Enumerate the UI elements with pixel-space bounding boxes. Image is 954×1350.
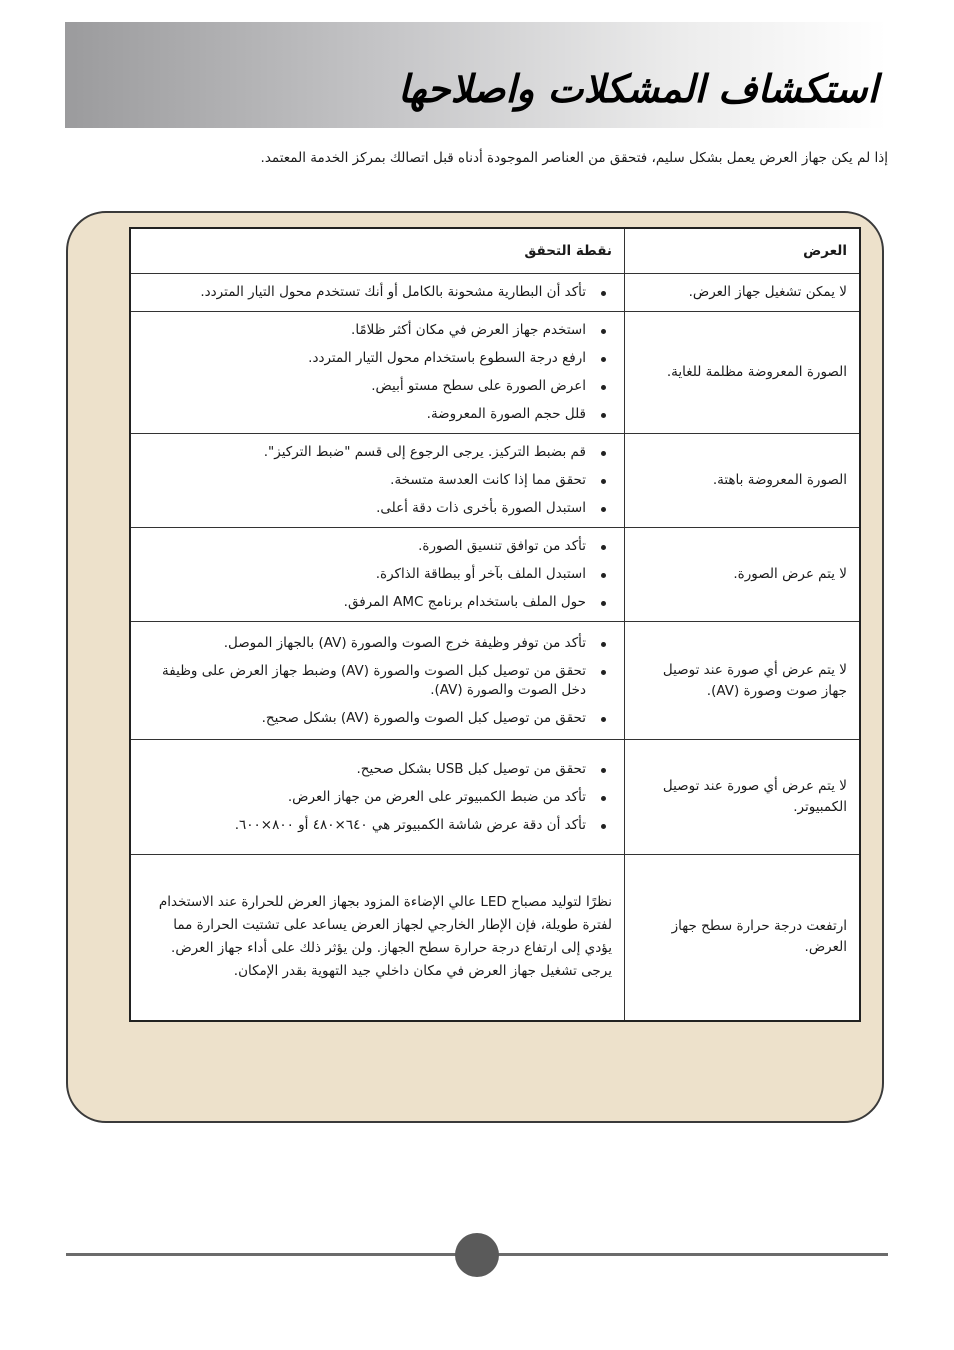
check-item: تأكد من ضبط الكمبيوتر على العرض من جهاز العرض. — [143, 788, 612, 807]
check-item: استبدل الملف بآخر أو ببطاقة الذاكرة. — [143, 565, 612, 584]
symptom-text: لا يتم عرض أي صورة عند توصيل الكمبيوتر. — [662, 778, 847, 815]
check-cell — [130, 740, 625, 855]
symptom-text: لا يتم عرض أي صورة عند توصيل جهاز صوت وصورة (AV). — [662, 661, 847, 699]
check-item: حول الملف باستخدام برنامج AMC المرفق. — [143, 593, 612, 612]
check-item: تحقق من توصيل كبل USB بشكل صحيح. — [143, 760, 612, 779]
check-item: قم بضبط التركيز. يرجى الرجوع إلى قسم "ضبط التركيز". — [143, 443, 612, 462]
table-row — [130, 855, 860, 1021]
check-item: تحقق مما إذا كانت العدسة متسخة. — [143, 471, 612, 490]
troubleshooting-table — [129, 227, 861, 1022]
table-header-row — [130, 228, 860, 274]
check-list — [143, 321, 612, 424]
check-item: استبدل الصورة بأخرى ذات دقة أعلى. — [143, 499, 612, 518]
check-list — [143, 537, 612, 612]
symptom-text: لا يمكن تشغيل جهاز العرض. — [688, 284, 847, 300]
symptom-cell — [625, 312, 861, 434]
page-title: استكشاف المشكلات واصلاحها — [397, 66, 878, 111]
table-row — [130, 312, 860, 434]
check-list — [143, 634, 612, 728]
check-list — [143, 760, 612, 835]
page-number-dot — [455, 1233, 499, 1277]
symptom-cell — [625, 274, 861, 312]
symptom-text: الصورة المعروضة باهتة. — [712, 472, 847, 488]
intro-text: إذا لم يكن جهاز العرض يعمل بشكل سليم، فتحقق من العناصر الموجودة أدناه قبل اتصالك بمركز الخدمة المعتمد. — [260, 150, 888, 166]
column-header-check: نقطة التحقق — [130, 228, 625, 274]
symptom-cell — [625, 740, 861, 855]
symptom-cell — [625, 434, 861, 528]
table-row — [130, 740, 860, 855]
check-list — [143, 283, 612, 302]
symptom-cell — [625, 855, 861, 1021]
check-cell — [130, 855, 625, 1021]
check-item: تأكد أن دقة عرض شاشة الكمبيوتر هي ٦٤٠×٤٨٠ أو ٨٠٠×٦٠٠. — [143, 816, 612, 835]
check-item: تحقق من توصيل كبل الصوت والصورة (AV) وضبط جهاز العرض على وظيفة دخل الصوت والصورة (AV). — [143, 662, 612, 700]
check-item: استخدم جهاز العرض في مكان أكثر ظلامًا. — [143, 321, 612, 340]
check-item: قلل حجم الصورة المعروضة. — [143, 405, 612, 424]
symptom-text: ارتفعت درجة حرارة سطح جهاز العرض. — [671, 918, 847, 956]
check-cell — [130, 274, 625, 312]
table-row — [130, 528, 860, 622]
check-item: تحقق من توصيل كبل الصوت والصورة (AV) بشكل صحيح. — [143, 709, 612, 728]
table-row — [130, 434, 860, 528]
symptom-text: الصورة المعروضة مظلمة للغاية. — [666, 364, 847, 380]
check-item: ارفع درجة السطوع باستخدام محول التيار المتردد. — [143, 349, 612, 368]
check-cell — [130, 622, 625, 740]
symptom-text: لا يتم عرض الصورة. — [733, 566, 847, 582]
check-cell — [130, 528, 625, 622]
table-row — [130, 274, 860, 312]
check-list — [143, 443, 612, 518]
symptom-cell — [625, 622, 861, 740]
symptom-cell — [625, 528, 861, 622]
check-item: تأكد أن البطارية مشحونة بالكامل أو أنك تستخدم محول التيار المتردد. — [143, 283, 612, 302]
check-item: اعرض الصورة على سطح مستو أبيض. — [143, 377, 612, 396]
check-item: تأكد من توفر وظيفة خرج الصوت والصورة (AV) بالجهاز الموصل. — [143, 634, 612, 653]
column-header-symptom: العرض — [625, 228, 861, 274]
check-item: تأكد من توافق تنسيق الصورة. — [143, 537, 612, 556]
heat-note: نظرًا لتوليد مصباح LED عالي الإضاءة المزود بجهاز العرض للحرارة عند الاستخدام لفترة طويلة، فإن الإطار الخارجي لجهاز العرض يساعد على تشتيت الحرارة مما يؤدي إلى ارتفاع درجة حرارة سطح الجهاز. ولن يؤثر ذلك على أداء جهاز العرض. يرجى تشغيل جهاز العرض في مكان داخلي جيد التهوية بقدر الإمكان. — [158, 894, 612, 980]
check-cell — [130, 312, 625, 434]
table-row — [130, 622, 860, 740]
check-cell — [130, 434, 625, 528]
